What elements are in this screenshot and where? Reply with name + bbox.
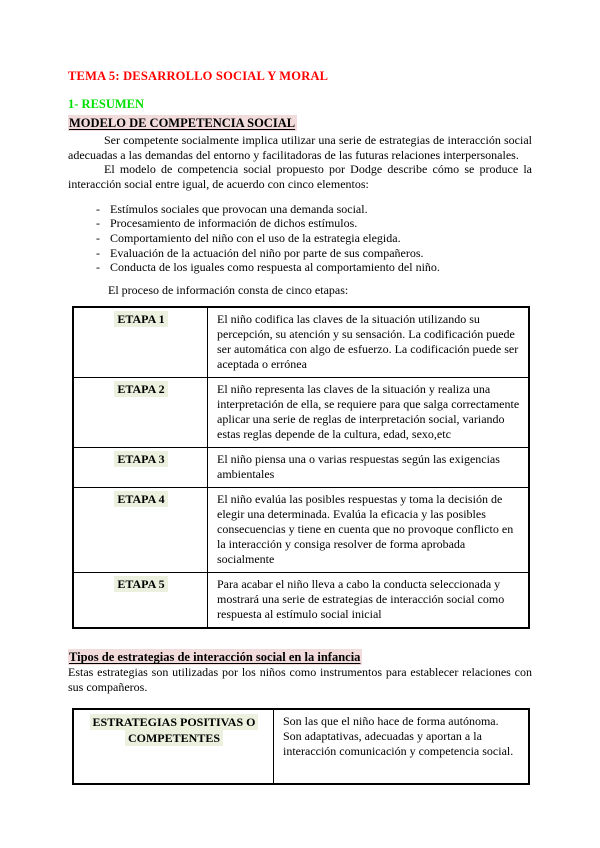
table-row: [73, 709, 529, 784]
list-item-text: Conducta de los iguales como respuesta al comportamiento del niño.: [110, 260, 440, 275]
stage-label: ETAPA 1: [114, 311, 167, 327]
list-item-text: Estímulos sociales que provocan una demanda social.: [110, 201, 368, 216]
strategy-label: ESTRATEGIAS POSITIVAS O COMPETENTES: [90, 714, 259, 746]
stage-text-cell: El niño representa las claves de la situación y realiza una interpretación de ella, se requiere para que salga correctamente aplicar una serie de reglas de interpretación social, variando estas reglas depende de la cultura, edad, sexo,etc: [208, 378, 530, 448]
elements-list: [68, 202, 532, 275]
list-dash: -: [96, 245, 100, 260]
stage-text-cell: Para acabar el niño lleva a cabo la conducta seleccionada y mostrará una serie de estrategias de interacción social como respuesta al estímulo social inicial: [208, 573, 530, 629]
stage-label: ETAPA 5: [114, 576, 167, 592]
table-row: [73, 448, 529, 488]
doc-title: TEMA 5: DESARROLLO SOCIAL Y MORAL: [68, 69, 329, 83]
list-item: [68, 202, 532, 217]
stage-text-cell: El niño codifica las claves de la situación utilizando su percepción, su atención y su sensación. La codificación puede ser automática con algo de esfuerzo. La codificación puede ser aceptada o errónea: [208, 307, 530, 378]
stage-label: ETAPA 2: [114, 381, 167, 397]
list-item: [68, 231, 532, 246]
list-dash: -: [96, 201, 100, 216]
strategy-label-cell: [73, 709, 274, 784]
table-row: [73, 573, 529, 629]
subsection-heading-wrap: [68, 115, 532, 131]
stage-label-cell: [73, 378, 208, 448]
stage-label-cell: [73, 573, 208, 629]
subsection-heading-wrap: [68, 649, 532, 665]
paragraph-proceso: El proceso de información consta de cinco etapas:: [108, 282, 349, 297]
table-row: [73, 488, 529, 573]
stage-label: ETAPA 3: [114, 451, 167, 467]
stage-text-cell: El niño piensa una o varias respuestas según las exigencias ambientales: [208, 448, 530, 488]
list-dash: -: [96, 216, 100, 231]
paragraph-tipos: Estas estrategias son utilizadas por los niños como instrumentos para establecer relaciones con sus compañeros.: [68, 665, 532, 695]
stage-label-cell: [73, 488, 208, 573]
list-item: [68, 260, 532, 275]
stage-label-cell: [73, 448, 208, 488]
list-item-text: Evaluación de la actuación del niño por parte de sus compañeros.: [110, 245, 424, 260]
subsection-heading-tipos: Tipos de estrategias de interacción social en la infancia: [69, 650, 361, 665]
strategies-table: [72, 708, 530, 785]
list-item: [68, 216, 532, 231]
list-item-text: Comportamiento del niño con el uso de la estrategia elegida.: [110, 231, 401, 246]
subsection-heading-modelo: MODELO DE COMPETENCIA SOCIAL: [69, 116, 296, 130]
stage-label-cell: [73, 307, 208, 378]
table-row: [73, 378, 529, 448]
section-heading-resumen: 1- RESUMEN: [68, 97, 145, 111]
stage-label: ETAPA 4: [114, 491, 167, 507]
list-item: [68, 246, 532, 261]
list-dash: -: [96, 231, 100, 246]
table-row: [73, 307, 529, 378]
strategy-text-cell: Son las que el niño hace de forma autónoma. Son adaptativas, adecuadas y aportan a la interacción comunicación y competencia social.: [274, 709, 530, 784]
stage-text-cell: El niño evalúa las posibles respuestas y toma la decisión de elegir una determinada. Evalúa la eficacia y las posibles consecuencias y tiene en cuenta que no provoque conflicto en la interacción y consiga resolver de forma aprobada socialmente: [208, 488, 530, 573]
list-dash: -: [96, 260, 100, 275]
paragraph-intro: Ser competente socialmente implica utilizar una serie de estrategias de interacción social adecuadas a las demandas del entorno y facilitadoras de las futuras relaciones interpersonales.: [68, 133, 532, 162]
list-item-text: Procesamiento de información de dichos estímulos.: [110, 216, 358, 231]
paragraph-modelo: El modelo de competencia social propuesto por Dodge describe cómo se produce la interacción social entre igual, de acuerdo con cinco elementos:: [68, 162, 532, 191]
stages-table: [72, 306, 530, 629]
